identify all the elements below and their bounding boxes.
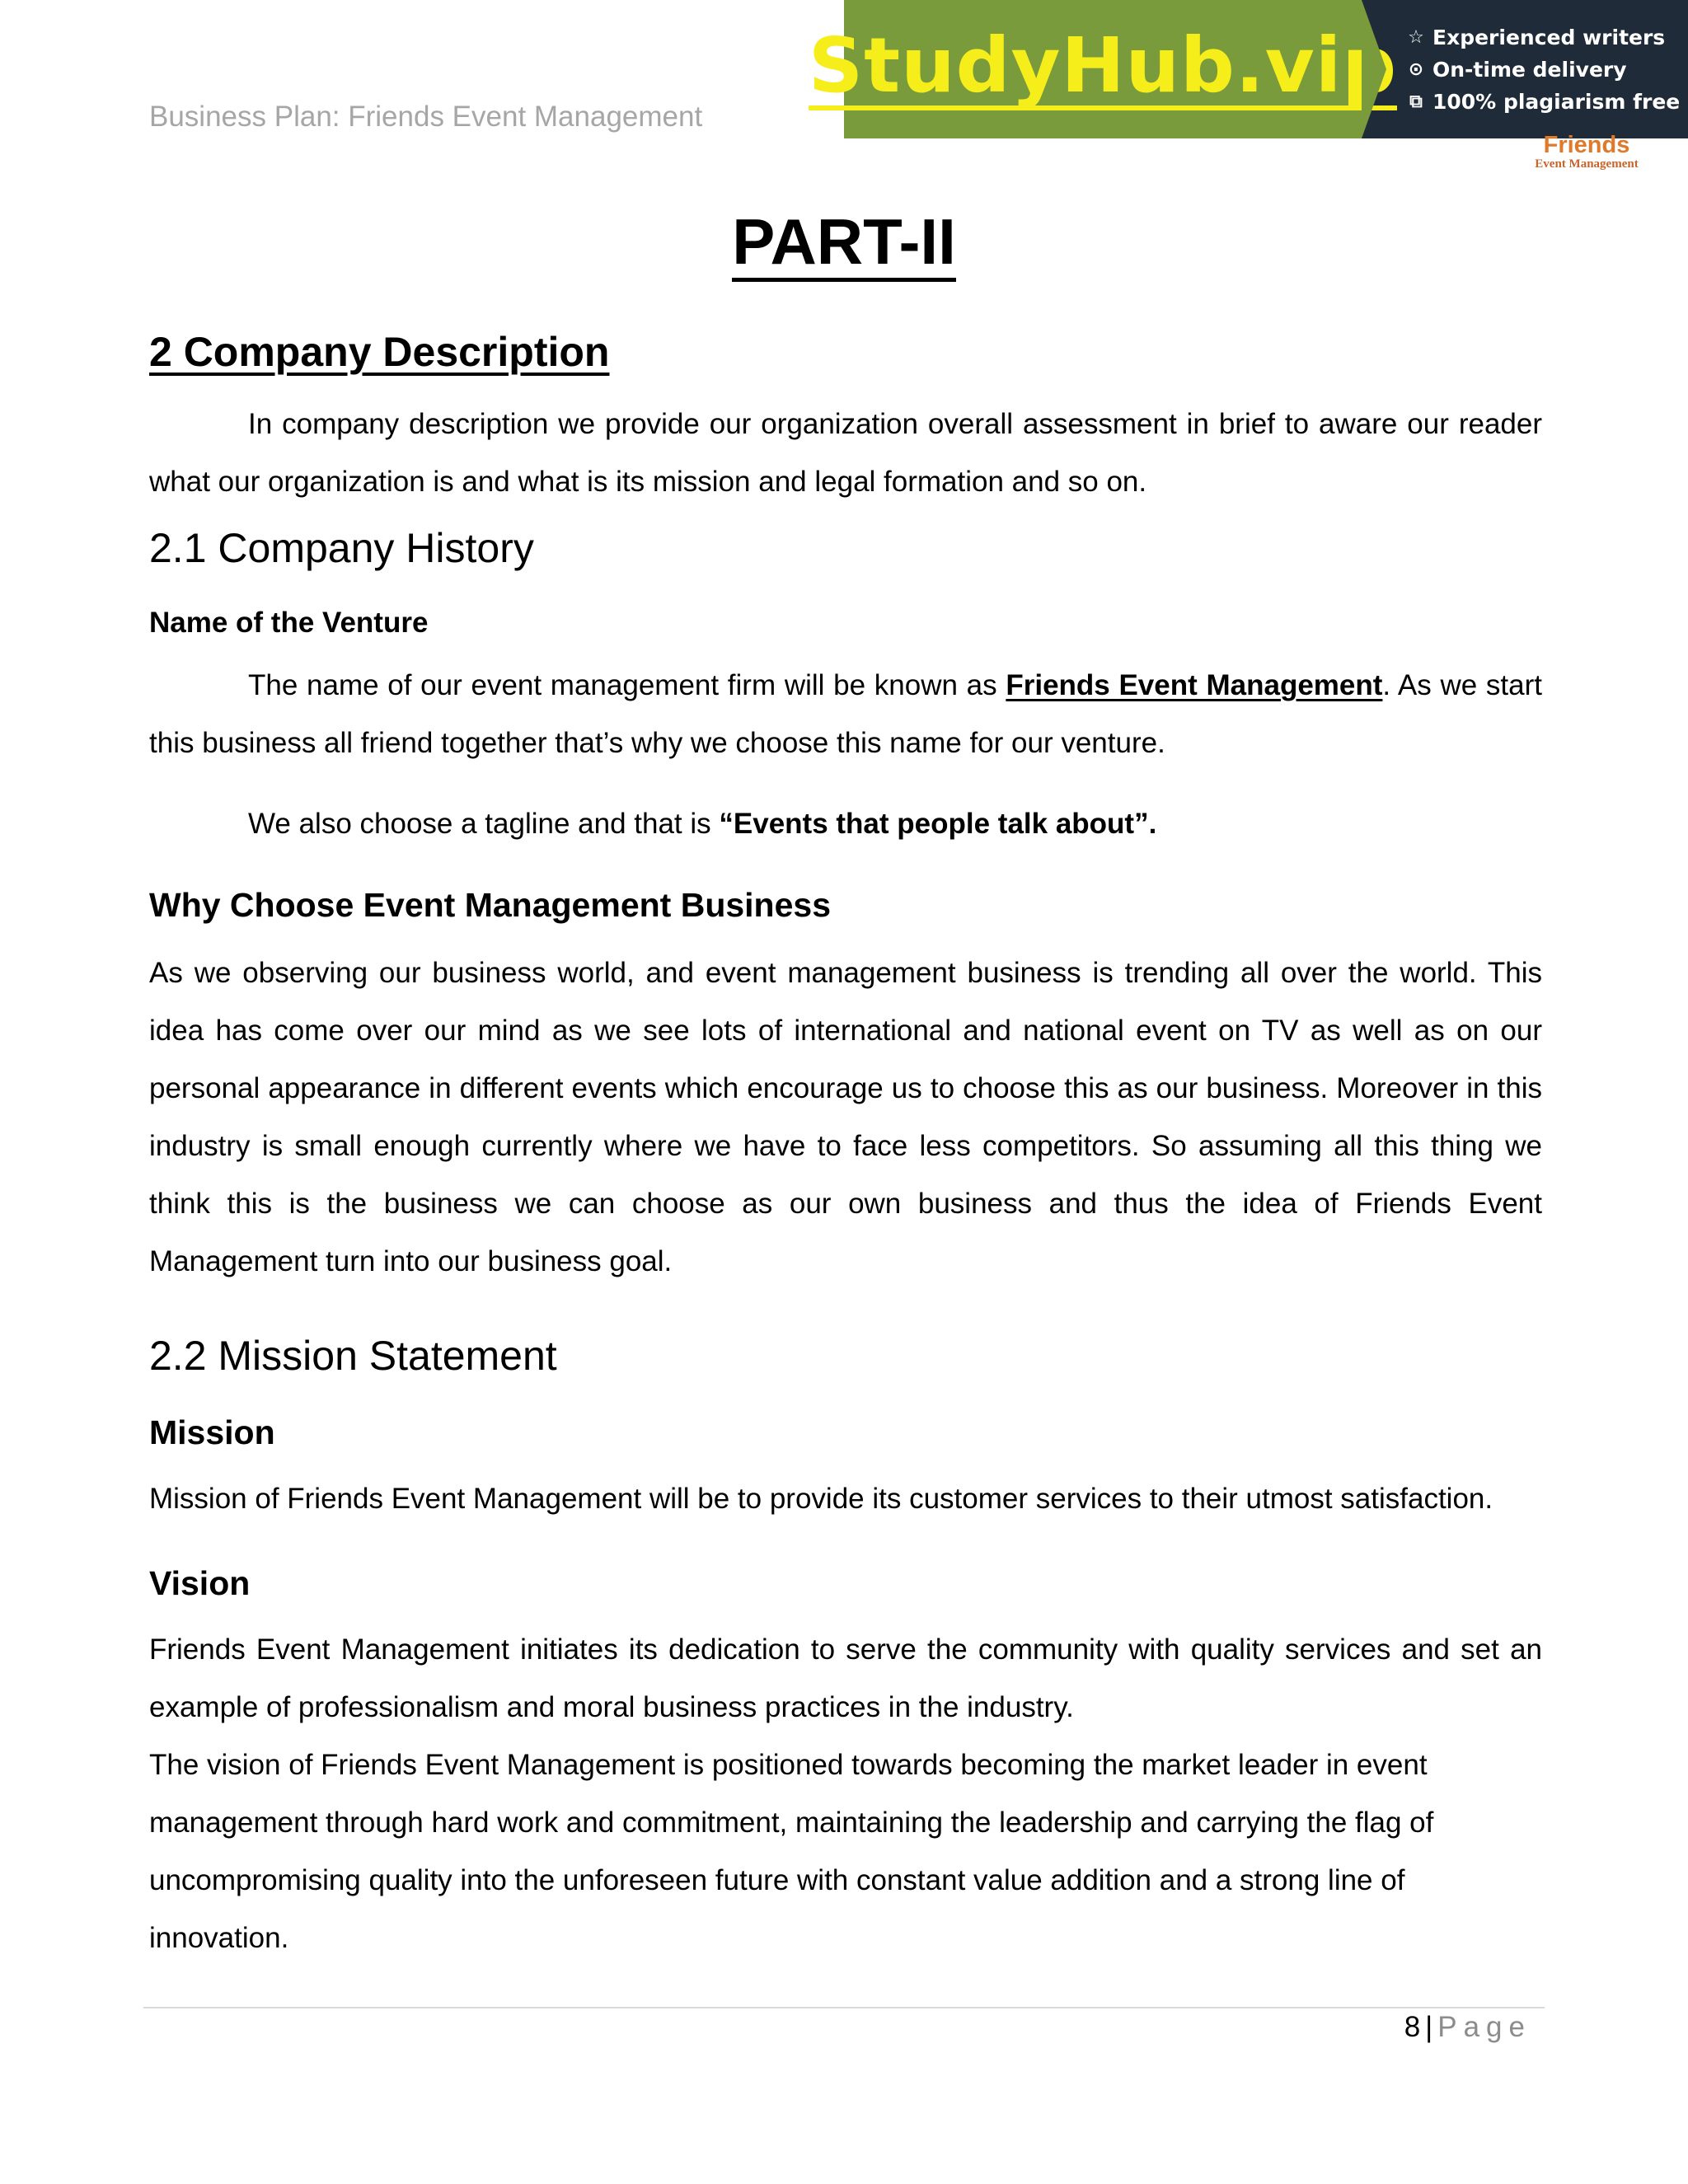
banner-feature-delivery — [1406, 58, 1688, 82]
banner-arrow-shape — [1362, 0, 1386, 138]
studyhub-logo: StudyHub.vip — [808, 21, 1398, 110]
venture-name-label: Name of the Venture — [149, 607, 429, 639]
banner-feature-text: Experienced writers — [1432, 25, 1666, 49]
document-icon: ⧉ — [1409, 91, 1423, 112]
page-separator: | — [1425, 2011, 1433, 2043]
why-choose-heading: Why Choose Event Management Business — [149, 886, 832, 924]
mission-paragraph: Mission of Friends Event Management will be to provide its customer services to their utmost satisfaction. — [149, 1483, 1493, 1515]
page-number-footer — [1404, 2011, 1531, 2044]
clock-icon: ⊙ — [1408, 59, 1424, 80]
tagline-prefix: We also choose a tagline and that is — [248, 808, 720, 840]
banner-feature-plagiarism — [1406, 90, 1688, 114]
tagline: “Events that people talk about”. — [719, 808, 1157, 840]
page-label: Page — [1437, 2011, 1531, 2043]
company-logo-subtitle: Event Management — [1535, 157, 1639, 171]
tagline-paragraph — [149, 795, 1542, 853]
friends-company-logo — [1517, 134, 1657, 171]
venture-text-before: The name of our event management firm will be known as — [248, 669, 1006, 701]
star-icon: ☆ — [1408, 26, 1424, 48]
banner-feature-text: On-time delivery — [1432, 57, 1627, 82]
footer-divider — [143, 2007, 1545, 2008]
vision-paragraph-2: The vision of Friends Event Management is positioned towards becoming the market leader in event management through hard work and commitment, maintaining the leadership and carrying the flag of uncompromising quality into the unforeseen future with constant value addition and a strong line of innovation. — [149, 1749, 1434, 1954]
section-heading-mission-statement: 2.2 Mission Statement — [149, 1333, 557, 1379]
banner-feature-text: 100% plagiarism free — [1432, 89, 1681, 114]
company-logo-name: Friends — [1543, 132, 1630, 158]
venture-name: Friends Event Management — [1006, 669, 1383, 701]
company-description-paragraph: In company description we provide our organization overall assessment in brief to aware our reader what our organization is and what is its mission and legal formation and so on. — [149, 408, 1542, 498]
page-number: 8 — [1404, 2011, 1421, 2043]
why-choose-paragraph: As we observing our business world, and event management business is trending all over the world. This idea has come over our mind as we see lots of international and national event on TV as well as on our personal appearance in different events which encourage us to choose this as our business. Moreover in this industry is small enough currently where we have to face less competitors. So assuming all this thing we think this is the business we can choose as our own business and thus the idea of Friends Event Management turn into our business goal. — [149, 957, 1542, 1277]
banner-feature-writers — [1406, 26, 1688, 49]
banner-features — [1362, 0, 1688, 138]
section-heading-company-history: 2.1 Company History — [149, 525, 534, 571]
section-heading-company-description: 2 Company Description — [149, 329, 610, 375]
venture-name-paragraph — [149, 657, 1542, 772]
mission-heading: Mission — [149, 1413, 275, 1451]
part-title-text: PART-II — [732, 205, 956, 282]
running-header: Business Plan: Friends Event Management — [149, 101, 703, 133]
banner-logo-panel — [808, 0, 1398, 138]
studyhub-banner[interactable] — [808, 0, 1688, 138]
vision-paragraph-1: Friends Event Management initiates its dedication to serve the community with quality services and set an example of professionalism and moral business practices in the industry. — [149, 1633, 1542, 1723]
part-title — [0, 204, 1688, 279]
vision-heading: Vision — [149, 1564, 251, 1602]
venture-text-after: . As we start this business all friend together that’s why we choose this name for our venture. — [149, 669, 1542, 759]
